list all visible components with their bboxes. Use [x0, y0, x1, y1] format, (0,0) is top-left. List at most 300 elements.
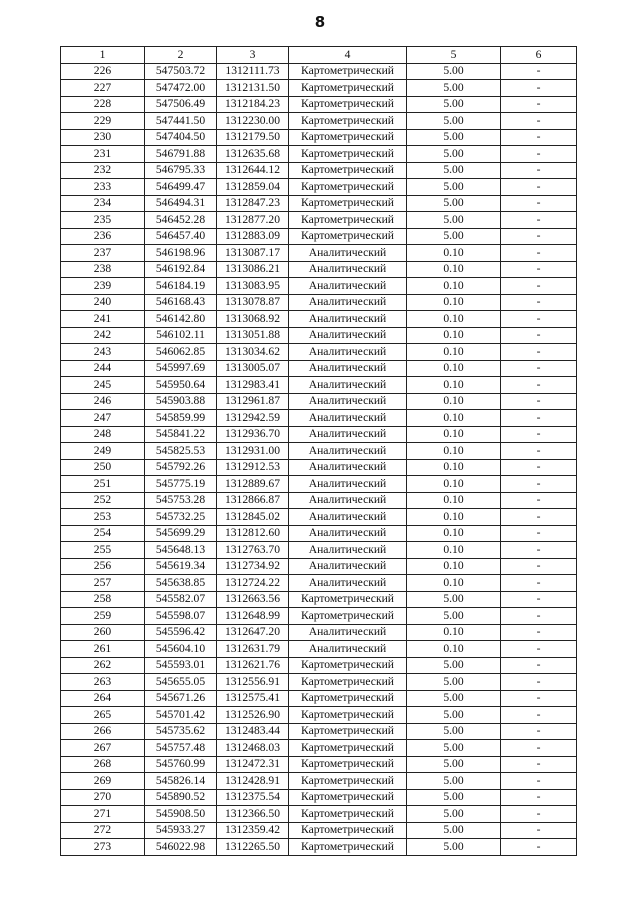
table-row — [61, 228, 577, 245]
point-number-cell: 260 — [61, 624, 145, 641]
note-cell: - — [501, 327, 577, 344]
accuracy-cell: 0.10 — [407, 410, 501, 427]
x-coordinate-cell: 545619.34 — [145, 558, 217, 575]
point-number-cell: 270 — [61, 789, 145, 806]
point-number-cell: 264 — [61, 690, 145, 707]
method-cell: Картометрический — [289, 129, 407, 146]
accuracy-cell: 5.00 — [407, 789, 501, 806]
note-cell: - — [501, 624, 577, 641]
x-coordinate-cell: 545950.64 — [145, 377, 217, 394]
method-cell: Картометрический — [289, 608, 407, 625]
method-cell: Картометрический — [289, 195, 407, 212]
point-number-cell: 249 — [61, 443, 145, 460]
x-coordinate-cell: 545699.29 — [145, 525, 217, 542]
point-number-cell: 253 — [61, 509, 145, 526]
y-coordinate-cell: 1312179.50 — [217, 129, 289, 146]
y-coordinate-cell: 1312734.92 — [217, 558, 289, 575]
point-number-cell: 240 — [61, 294, 145, 311]
note-cell: - — [501, 195, 577, 212]
accuracy-cell: 5.00 — [407, 591, 501, 608]
note-cell: - — [501, 344, 577, 361]
table-row — [61, 806, 577, 823]
x-coordinate-cell: 546198.96 — [145, 245, 217, 262]
y-coordinate-cell: 1313083.95 — [217, 278, 289, 295]
table-row — [61, 344, 577, 361]
method-cell: Аналитический — [289, 525, 407, 542]
accuracy-cell: 5.00 — [407, 707, 501, 724]
point-number-cell: 229 — [61, 113, 145, 130]
table-row — [61, 740, 577, 757]
accuracy-cell: 0.10 — [407, 624, 501, 641]
x-coordinate-cell: 545757.48 — [145, 740, 217, 757]
method-cell: Аналитический — [289, 443, 407, 460]
note-cell: - — [501, 806, 577, 823]
point-number-cell: 262 — [61, 657, 145, 674]
method-cell: Аналитический — [289, 278, 407, 295]
note-cell: - — [501, 756, 577, 773]
table-row — [61, 80, 577, 97]
accuracy-cell: 0.10 — [407, 377, 501, 394]
point-number-cell: 266 — [61, 723, 145, 740]
note-cell: - — [501, 146, 577, 163]
note-cell: - — [501, 393, 577, 410]
accuracy-cell: 0.10 — [407, 542, 501, 559]
accuracy-cell: 5.00 — [407, 113, 501, 130]
y-coordinate-cell: 1312472.31 — [217, 756, 289, 773]
table-header-row — [61, 47, 577, 64]
x-coordinate-cell: 545890.52 — [145, 789, 217, 806]
x-coordinate-cell: 546022.98 — [145, 839, 217, 856]
method-cell: Аналитический — [289, 327, 407, 344]
y-coordinate-cell: 1312647.20 — [217, 624, 289, 641]
note-cell: - — [501, 690, 577, 707]
point-number-cell: 271 — [61, 806, 145, 823]
accuracy-cell: 0.10 — [407, 443, 501, 460]
method-cell: Аналитический — [289, 558, 407, 575]
x-coordinate-cell: 546102.11 — [145, 327, 217, 344]
table-row — [61, 311, 577, 328]
method-cell: Картометрический — [289, 179, 407, 196]
accuracy-cell: 0.10 — [407, 575, 501, 592]
method-cell: Картометрический — [289, 822, 407, 839]
accuracy-cell: 5.00 — [407, 179, 501, 196]
y-coordinate-cell: 1312847.23 — [217, 195, 289, 212]
point-number-cell: 272 — [61, 822, 145, 839]
x-coordinate-cell: 546494.31 — [145, 195, 217, 212]
x-coordinate-cell: 546062.85 — [145, 344, 217, 361]
x-coordinate-cell: 545732.25 — [145, 509, 217, 526]
method-cell: Картометрический — [289, 113, 407, 130]
table-row — [61, 525, 577, 542]
table-row — [61, 591, 577, 608]
method-cell: Картометрический — [289, 723, 407, 740]
accuracy-cell: 0.10 — [407, 360, 501, 377]
note-cell: - — [501, 113, 577, 130]
x-coordinate-cell: 546791.88 — [145, 146, 217, 163]
point-number-cell: 245 — [61, 377, 145, 394]
x-coordinate-cell: 545792.26 — [145, 459, 217, 476]
coordinates-table — [60, 46, 577, 856]
method-cell: Аналитический — [289, 377, 407, 394]
note-cell: - — [501, 525, 577, 542]
accuracy-cell: 0.10 — [407, 426, 501, 443]
note-cell: - — [501, 443, 577, 460]
point-number-cell: 273 — [61, 839, 145, 856]
accuracy-cell: 0.10 — [407, 311, 501, 328]
x-coordinate-cell: 546499.47 — [145, 179, 217, 196]
method-cell: Аналитический — [289, 476, 407, 493]
table-row — [61, 426, 577, 443]
accuracy-cell: 5.00 — [407, 773, 501, 790]
note-cell: - — [501, 80, 577, 97]
x-coordinate-cell: 545582.07 — [145, 591, 217, 608]
method-cell: Картометрический — [289, 146, 407, 163]
x-coordinate-cell: 545826.14 — [145, 773, 217, 790]
y-coordinate-cell: 1312366.50 — [217, 806, 289, 823]
y-coordinate-cell: 1312983.41 — [217, 377, 289, 394]
y-coordinate-cell: 1312883.09 — [217, 228, 289, 245]
note-cell: - — [501, 740, 577, 757]
accuracy-cell: 5.00 — [407, 806, 501, 823]
y-coordinate-cell: 1312912.53 — [217, 459, 289, 476]
point-number-cell: 265 — [61, 707, 145, 724]
table-row — [61, 360, 577, 377]
column-header: 6 — [501, 47, 577, 64]
point-number-cell: 263 — [61, 674, 145, 691]
point-number-cell: 232 — [61, 162, 145, 179]
table-row — [61, 162, 577, 179]
y-coordinate-cell: 1312942.59 — [217, 410, 289, 427]
table-row — [61, 707, 577, 724]
note-cell: - — [501, 657, 577, 674]
point-number-cell: 230 — [61, 129, 145, 146]
accuracy-cell: 5.00 — [407, 839, 501, 856]
point-number-cell: 252 — [61, 492, 145, 509]
note-cell: - — [501, 129, 577, 146]
table-row — [61, 789, 577, 806]
method-cell: Картометрический — [289, 80, 407, 97]
y-coordinate-cell: 1312359.42 — [217, 822, 289, 839]
x-coordinate-cell: 547503.72 — [145, 63, 217, 80]
point-number-cell: 238 — [61, 261, 145, 278]
method-cell: Аналитический — [289, 245, 407, 262]
column-header: 4 — [289, 47, 407, 64]
x-coordinate-cell: 545841.22 — [145, 426, 217, 443]
accuracy-cell: 5.00 — [407, 723, 501, 740]
x-coordinate-cell: 545598.07 — [145, 608, 217, 625]
point-number-cell: 267 — [61, 740, 145, 757]
method-cell: Аналитический — [289, 410, 407, 427]
table-row — [61, 839, 577, 856]
method-cell: Картометрический — [289, 707, 407, 724]
y-coordinate-cell: 1312483.44 — [217, 723, 289, 740]
table-row — [61, 558, 577, 575]
point-number-cell: 243 — [61, 344, 145, 361]
method-cell: Аналитический — [289, 393, 407, 410]
accuracy-cell: 0.10 — [407, 261, 501, 278]
y-coordinate-cell: 1312428.91 — [217, 773, 289, 790]
note-cell: - — [501, 608, 577, 625]
point-number-cell: 269 — [61, 773, 145, 790]
table-row — [61, 146, 577, 163]
method-cell: Аналитический — [289, 575, 407, 592]
note-cell: - — [501, 96, 577, 113]
accuracy-cell: 5.00 — [407, 608, 501, 625]
y-coordinate-cell: 1312648.99 — [217, 608, 289, 625]
table-row — [61, 278, 577, 295]
table-row — [61, 261, 577, 278]
accuracy-cell: 5.00 — [407, 822, 501, 839]
y-coordinate-cell: 1312575.41 — [217, 690, 289, 707]
x-coordinate-cell: 545735.62 — [145, 723, 217, 740]
note-cell: - — [501, 773, 577, 790]
note-cell: - — [501, 674, 577, 691]
y-coordinate-cell: 1312621.76 — [217, 657, 289, 674]
method-cell: Аналитический — [289, 459, 407, 476]
y-coordinate-cell: 1313087.17 — [217, 245, 289, 262]
table-row — [61, 195, 577, 212]
table-row — [61, 96, 577, 113]
point-number-cell: 259 — [61, 608, 145, 625]
method-cell: Аналитический — [289, 261, 407, 278]
table-row — [61, 575, 577, 592]
accuracy-cell: 5.00 — [407, 674, 501, 691]
table-row — [61, 63, 577, 80]
accuracy-cell: 5.00 — [407, 690, 501, 707]
note-cell: - — [501, 839, 577, 856]
accuracy-cell: 0.10 — [407, 245, 501, 262]
x-coordinate-cell: 545648.13 — [145, 542, 217, 559]
x-coordinate-cell: 545593.01 — [145, 657, 217, 674]
accuracy-cell: 0.10 — [407, 344, 501, 361]
accuracy-cell: 0.10 — [407, 558, 501, 575]
accuracy-cell: 5.00 — [407, 146, 501, 163]
accuracy-cell: 5.00 — [407, 657, 501, 674]
accuracy-cell: 0.10 — [407, 459, 501, 476]
table-row — [61, 624, 577, 641]
x-coordinate-cell: 545701.42 — [145, 707, 217, 724]
x-coordinate-cell: 547472.00 — [145, 80, 217, 97]
x-coordinate-cell: 545997.69 — [145, 360, 217, 377]
x-coordinate-cell: 546795.33 — [145, 162, 217, 179]
point-number-cell: 244 — [61, 360, 145, 377]
method-cell: Картометрический — [289, 674, 407, 691]
method-cell: Картометрический — [289, 657, 407, 674]
note-cell: - — [501, 641, 577, 658]
accuracy-cell: 5.00 — [407, 162, 501, 179]
point-number-cell: 256 — [61, 558, 145, 575]
method-cell: Картометрический — [289, 228, 407, 245]
table-row — [61, 723, 577, 740]
note-cell: - — [501, 459, 577, 476]
x-coordinate-cell: 546457.40 — [145, 228, 217, 245]
note-cell: - — [501, 179, 577, 196]
method-cell: Картометрический — [289, 789, 407, 806]
note-cell: - — [501, 509, 577, 526]
table-body — [61, 63, 577, 855]
point-number-cell: 239 — [61, 278, 145, 295]
point-number-cell: 228 — [61, 96, 145, 113]
column-header: 1 — [61, 47, 145, 64]
y-coordinate-cell: 1313005.07 — [217, 360, 289, 377]
point-number-cell: 254 — [61, 525, 145, 542]
y-coordinate-cell: 1312724.22 — [217, 575, 289, 592]
page-number: 8 — [314, 13, 326, 31]
table-row — [61, 327, 577, 344]
accuracy-cell: 5.00 — [407, 756, 501, 773]
table-row — [61, 756, 577, 773]
y-coordinate-cell: 1312131.50 — [217, 80, 289, 97]
x-coordinate-cell: 545760.99 — [145, 756, 217, 773]
method-cell: Аналитический — [289, 360, 407, 377]
y-coordinate-cell: 1312763.70 — [217, 542, 289, 559]
point-number-cell: 242 — [61, 327, 145, 344]
table-row — [61, 113, 577, 130]
point-number-cell: 261 — [61, 641, 145, 658]
y-coordinate-cell: 1313078.87 — [217, 294, 289, 311]
x-coordinate-cell: 547506.49 — [145, 96, 217, 113]
x-coordinate-cell: 546192.84 — [145, 261, 217, 278]
note-cell: - — [501, 410, 577, 427]
x-coordinate-cell: 546142.80 — [145, 311, 217, 328]
x-coordinate-cell: 545825.53 — [145, 443, 217, 460]
accuracy-cell: 0.10 — [407, 509, 501, 526]
x-coordinate-cell: 545638.85 — [145, 575, 217, 592]
point-number-cell: 257 — [61, 575, 145, 592]
point-number-cell: 234 — [61, 195, 145, 212]
method-cell: Аналитический — [289, 426, 407, 443]
table-row — [61, 674, 577, 691]
y-coordinate-cell: 1312845.02 — [217, 509, 289, 526]
y-coordinate-cell: 1312230.00 — [217, 113, 289, 130]
method-cell: Картометрический — [289, 591, 407, 608]
method-cell: Картометрический — [289, 806, 407, 823]
table-row — [61, 773, 577, 790]
method-cell: Картометрический — [289, 690, 407, 707]
note-cell: - — [501, 261, 577, 278]
table-row — [61, 459, 577, 476]
x-coordinate-cell: 547441.50 — [145, 113, 217, 130]
x-coordinate-cell: 545903.88 — [145, 393, 217, 410]
y-coordinate-cell: 1312812.60 — [217, 525, 289, 542]
y-coordinate-cell: 1313034.62 — [217, 344, 289, 361]
y-coordinate-cell: 1312631.79 — [217, 641, 289, 658]
method-cell: Аналитический — [289, 542, 407, 559]
method-cell: Картометрический — [289, 839, 407, 856]
method-cell: Картометрический — [289, 96, 407, 113]
note-cell: - — [501, 212, 577, 229]
note-cell: - — [501, 228, 577, 245]
point-number-cell: 236 — [61, 228, 145, 245]
table-row — [61, 476, 577, 493]
accuracy-cell: 5.00 — [407, 80, 501, 97]
table-row — [61, 608, 577, 625]
note-cell: - — [501, 822, 577, 839]
x-coordinate-cell: 545604.10 — [145, 641, 217, 658]
accuracy-cell: 0.10 — [407, 525, 501, 542]
accuracy-cell: 5.00 — [407, 228, 501, 245]
accuracy-cell: 0.10 — [407, 476, 501, 493]
y-coordinate-cell: 1312635.68 — [217, 146, 289, 163]
accuracy-cell: 0.10 — [407, 327, 501, 344]
x-coordinate-cell: 546184.19 — [145, 278, 217, 295]
x-coordinate-cell: 545933.27 — [145, 822, 217, 839]
table-row — [61, 410, 577, 427]
note-cell: - — [501, 360, 577, 377]
accuracy-cell: 5.00 — [407, 212, 501, 229]
x-coordinate-cell: 545655.05 — [145, 674, 217, 691]
table-row — [61, 443, 577, 460]
method-cell: Картометрический — [289, 212, 407, 229]
note-cell: - — [501, 591, 577, 608]
accuracy-cell: 0.10 — [407, 278, 501, 295]
accuracy-cell: 5.00 — [407, 63, 501, 80]
table-row — [61, 129, 577, 146]
point-number-cell: 258 — [61, 591, 145, 608]
y-coordinate-cell: 1312866.87 — [217, 492, 289, 509]
y-coordinate-cell: 1312111.73 — [217, 63, 289, 80]
point-number-cell: 255 — [61, 542, 145, 559]
table-row — [61, 641, 577, 658]
note-cell: - — [501, 575, 577, 592]
table-row — [61, 822, 577, 839]
note-cell: - — [501, 162, 577, 179]
method-cell: Аналитический — [289, 509, 407, 526]
point-number-cell: 248 — [61, 426, 145, 443]
method-cell: Аналитический — [289, 492, 407, 509]
note-cell: - — [501, 476, 577, 493]
x-coordinate-cell: 545596.42 — [145, 624, 217, 641]
y-coordinate-cell: 1313051.88 — [217, 327, 289, 344]
x-coordinate-cell: 547404.50 — [145, 129, 217, 146]
accuracy-cell: 0.10 — [407, 393, 501, 410]
table-row — [61, 179, 577, 196]
method-cell: Аналитический — [289, 294, 407, 311]
point-number-cell: 247 — [61, 410, 145, 427]
x-coordinate-cell: 545671.26 — [145, 690, 217, 707]
note-cell: - — [501, 789, 577, 806]
accuracy-cell: 5.00 — [407, 96, 501, 113]
x-coordinate-cell: 546452.28 — [145, 212, 217, 229]
note-cell: - — [501, 377, 577, 394]
x-coordinate-cell: 545775.19 — [145, 476, 217, 493]
note-cell: - — [501, 63, 577, 80]
method-cell: Аналитический — [289, 641, 407, 658]
point-number-cell: 237 — [61, 245, 145, 262]
y-coordinate-cell: 1312931.00 — [217, 443, 289, 460]
note-cell: - — [501, 542, 577, 559]
note-cell: - — [501, 294, 577, 311]
y-coordinate-cell: 1312644.12 — [217, 162, 289, 179]
y-coordinate-cell: 1312936.70 — [217, 426, 289, 443]
accuracy-cell: 5.00 — [407, 195, 501, 212]
x-coordinate-cell: 545753.28 — [145, 492, 217, 509]
column-header: 3 — [217, 47, 289, 64]
table-row — [61, 657, 577, 674]
point-number-cell: 231 — [61, 146, 145, 163]
note-cell: - — [501, 558, 577, 575]
point-number-cell: 251 — [61, 476, 145, 493]
accuracy-cell: 0.10 — [407, 492, 501, 509]
method-cell: Аналитический — [289, 311, 407, 328]
table-row — [61, 542, 577, 559]
point-number-cell: 235 — [61, 212, 145, 229]
y-coordinate-cell: 1312889.67 — [217, 476, 289, 493]
note-cell: - — [501, 311, 577, 328]
method-cell: Картометрический — [289, 740, 407, 757]
table-row — [61, 393, 577, 410]
point-number-cell: 246 — [61, 393, 145, 410]
